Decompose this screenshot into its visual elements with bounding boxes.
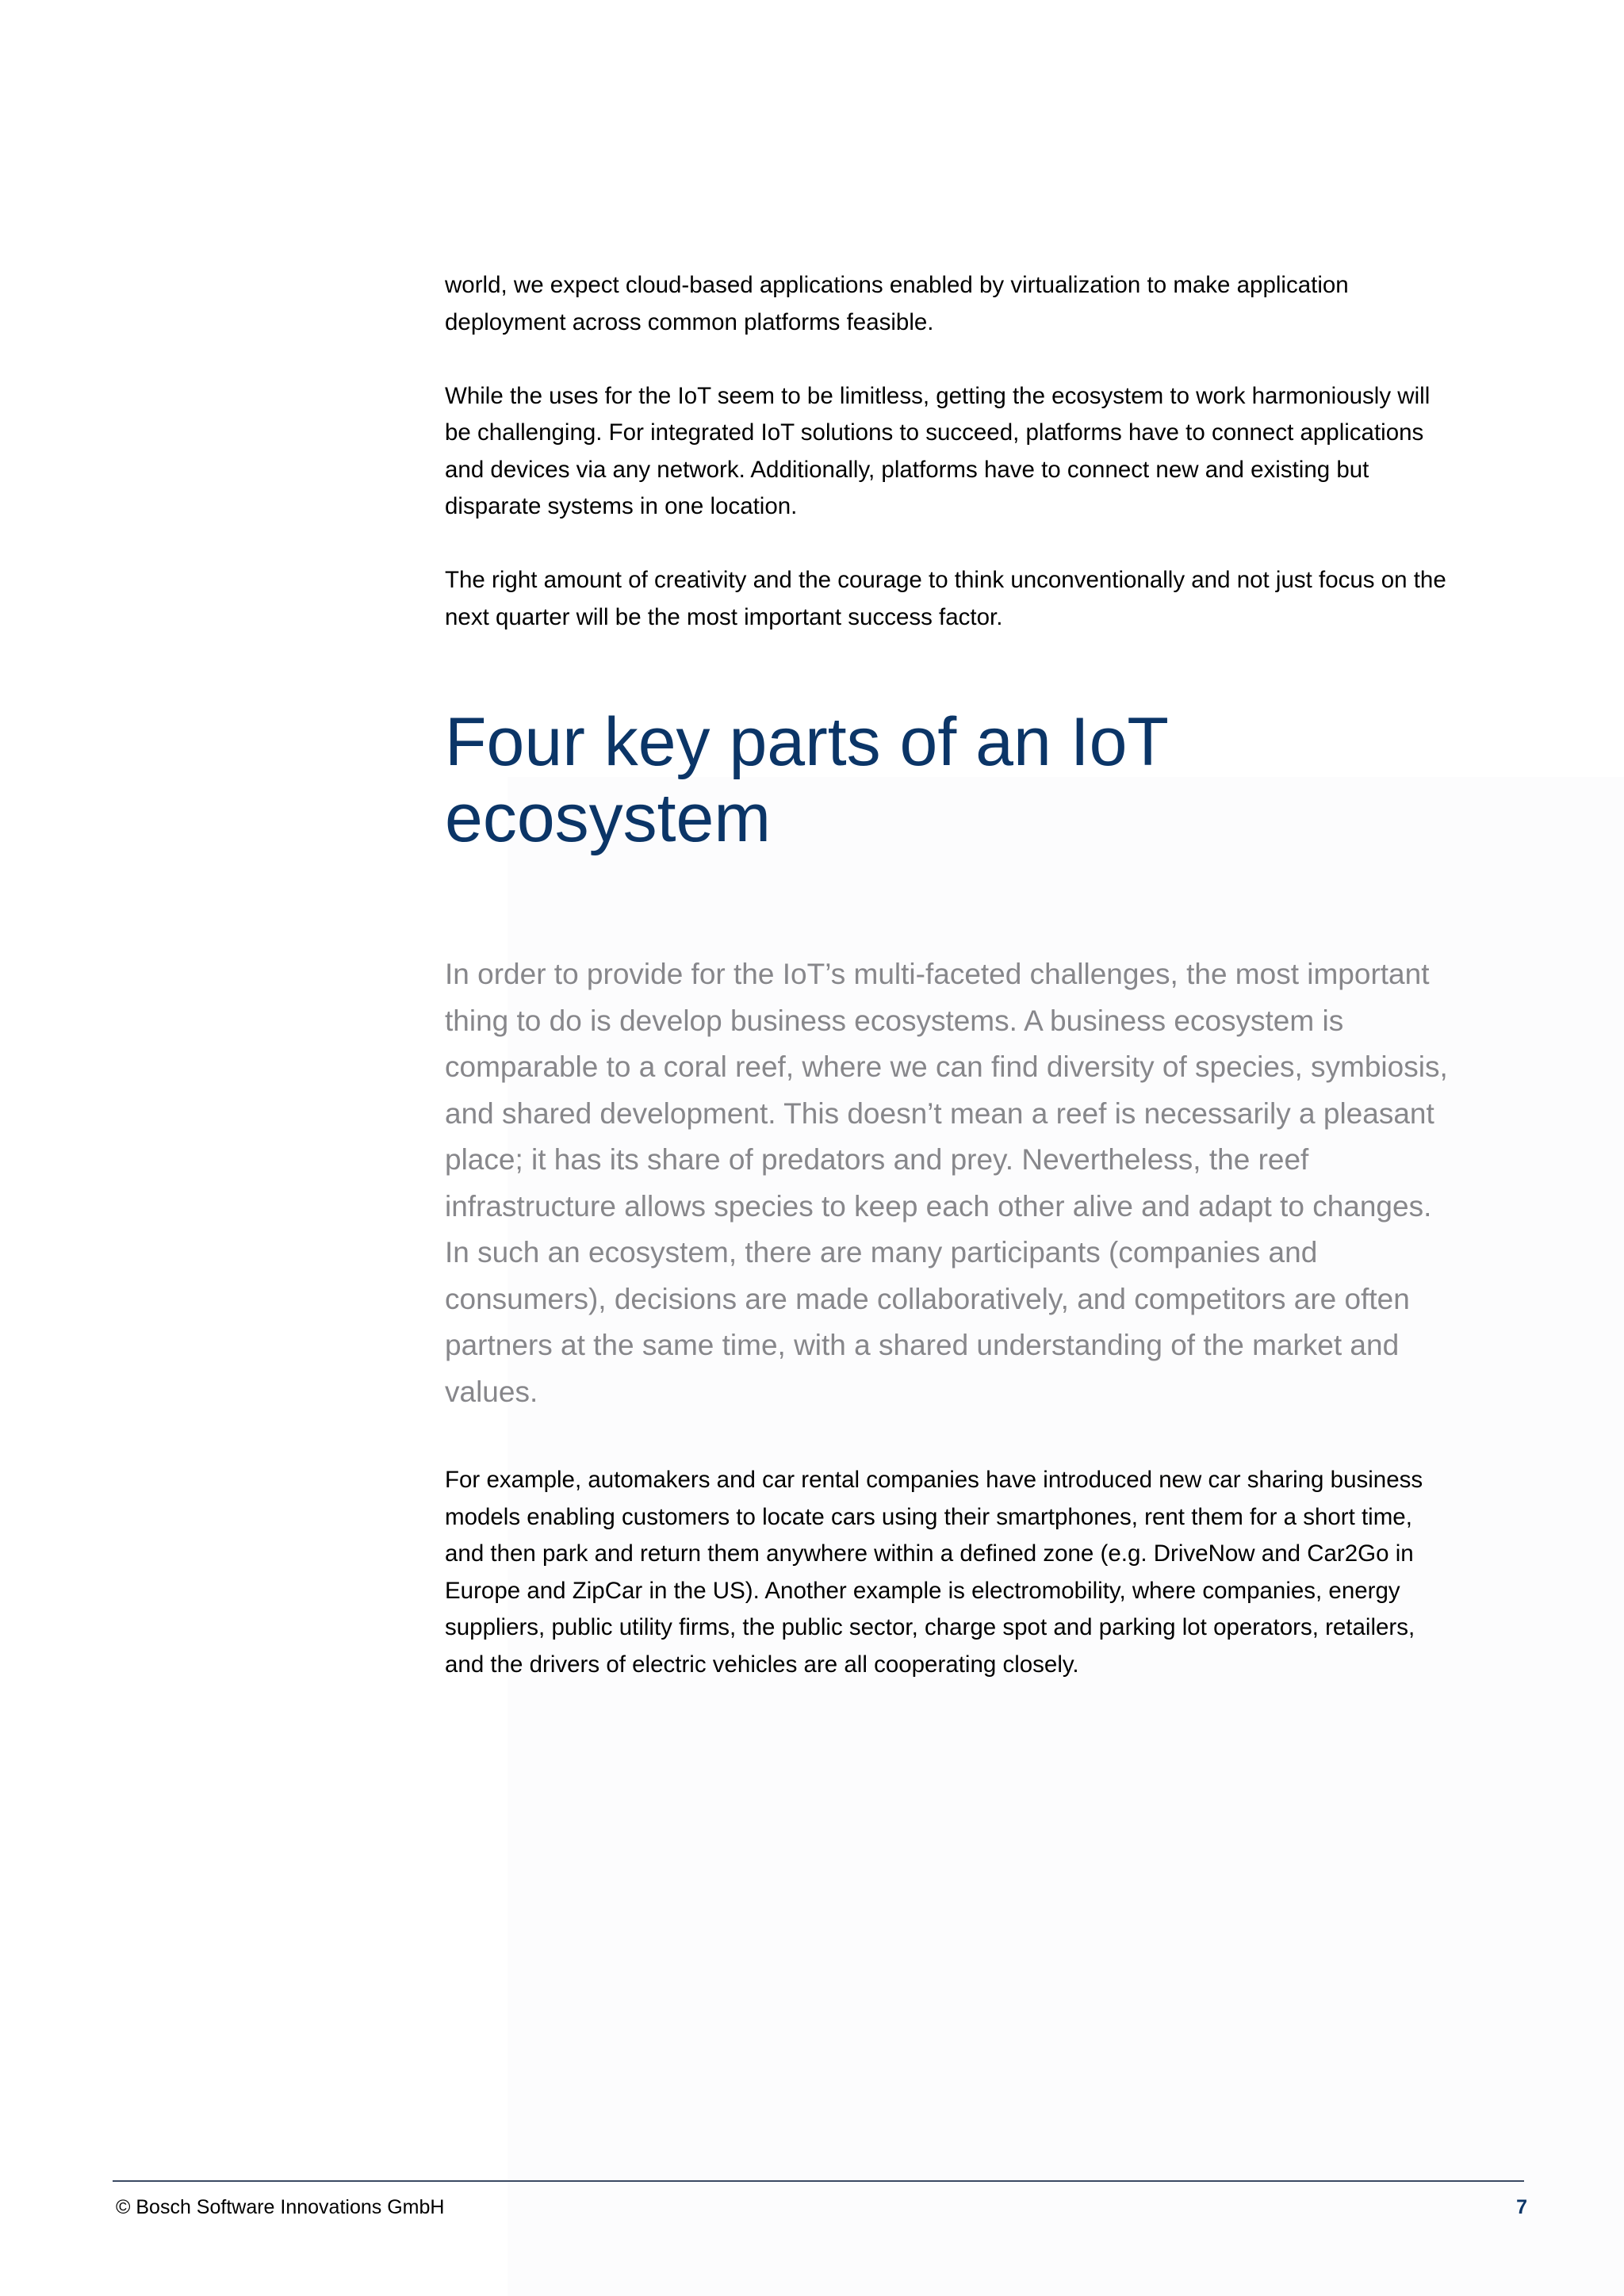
body-paragraph: world, we expect cloud-based applications enabled by virtualization to make application deployment across common platforms feasible. bbox=[445, 272, 1349, 335]
section-heading: Four key parts of an IoT ecosystem bbox=[445, 704, 1168, 856]
body-paragraph: The right amount of creativity and the courage to think unconventionally and not just focus on the next quarter will be the most important success factor. bbox=[445, 567, 1446, 630]
footer-divider bbox=[113, 2180, 1524, 2182]
example-paragraph: For example, automakers and car rental companies have introduced new car sharing business models enabling customers to locate cars using their smartphones, rent them for a short time, and then park and return them anywhere within a defined zone (e.g. DriveNow and Car2Go in Europe and ZipCar in the US). Another example is electromobility, where companies, energy suppliers, public utility firms, the public sector, charge spot and parking lot operators, retailers, and the drivers of electric vehicles are all cooperating closely. bbox=[445, 1467, 1423, 1678]
page-number: 7 bbox=[1516, 2196, 1527, 2218]
section-lead-paragraph: In order to provide for the IoT’s multi-faceted challenges, the most important thing to do is develop business ecosystems. A business ecosystem is comparable to a coral reef, where we can find diversity of species, symbiosis, and shared development. This doesn’t mean a reef is necessarily a pleasant place; it has its share of predators and prey. Nevertheless, the reef infrastructure allows species to keep each other alive and adapt to changes. In such an ecosystem, there are many participants (companies and consumers), decisions are made collaboratively, and competitors are often partners at the same time, with a shared understanding of the market and values. bbox=[445, 958, 1448, 1408]
body-paragraph: While the uses for the IoT seem to be limitless, getting the ecosystem to work harmoniously will be challenging. For integrated IoT solutions to succeed, platforms have to connect applications and devices via any network. Additionally, platforms have to connect new and existing but disparate systems in one location. bbox=[445, 382, 1431, 519]
footer-copyright: © Bosch Software Innovations GmbH bbox=[116, 2196, 445, 2218]
body-text-block bbox=[445, 267, 1452, 636]
